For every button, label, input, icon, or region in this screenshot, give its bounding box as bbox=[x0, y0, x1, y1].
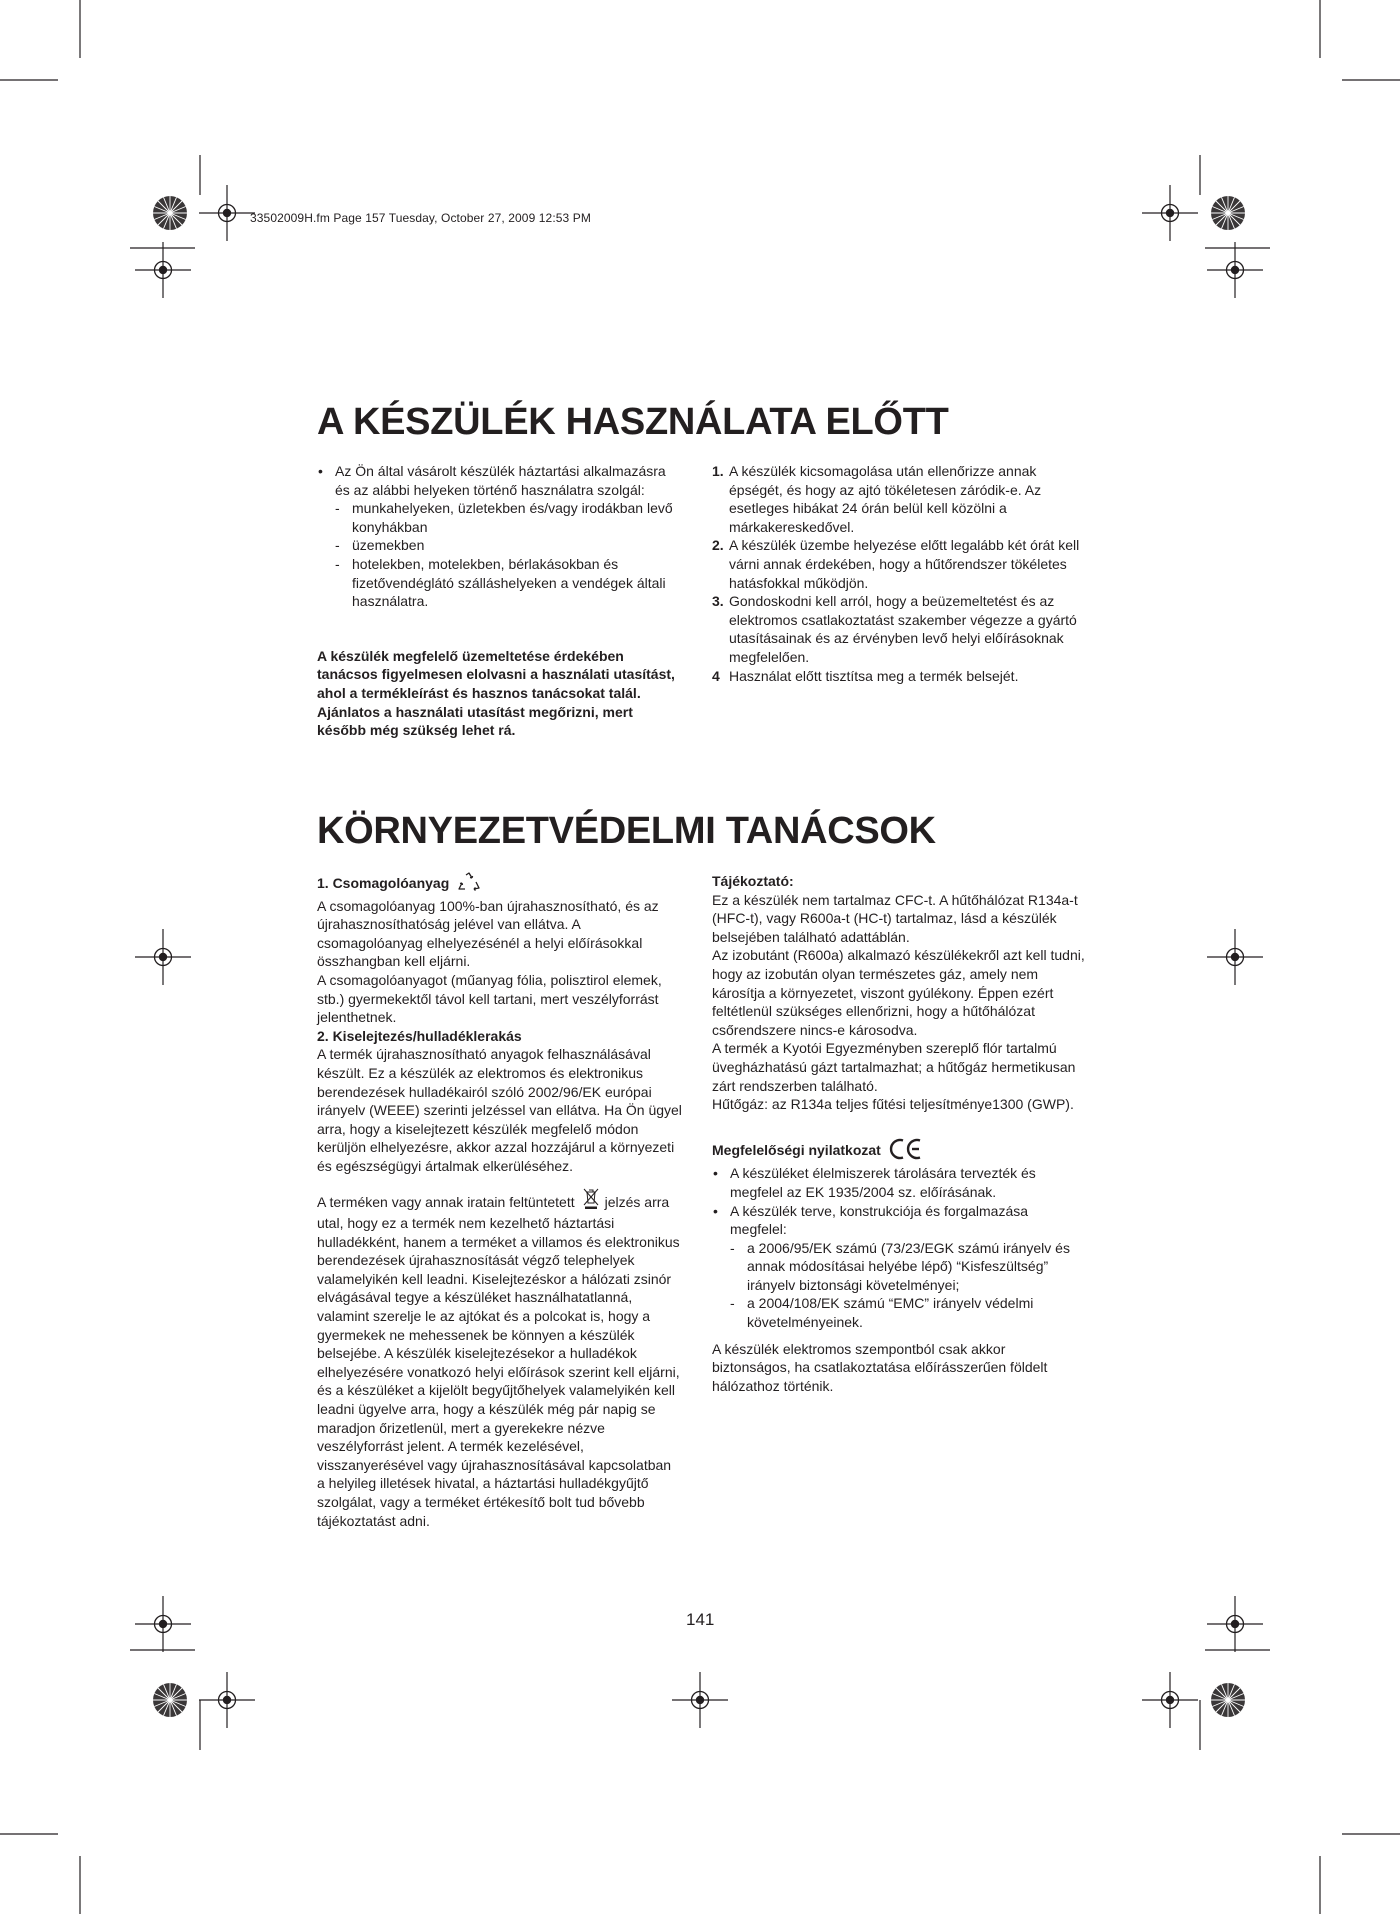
packaging-paragraph: A csomagolóanyagot (műanyag fólia, polisztirol elemek, stb.) gyermekektől távol kell tartani, mert veszélyforrást jelenthetnek. bbox=[317, 971, 662, 1026]
crossed-bin-icon bbox=[583, 1188, 599, 1215]
information-paragraph: A termék a Kyotói Egyezményben szereplő flór tartalmú üvegházhatású gázt tartalmazhat; a hűtőgáz hermetikusan zárt rendszerben található. bbox=[712, 1040, 1076, 1094]
use-place-item: - üzemekben bbox=[317, 536, 679, 555]
ce-mark-icon bbox=[889, 1138, 923, 1165]
section1-right-column bbox=[712, 462, 1084, 685]
section-title-before-use: A KÉSZÜLÉK HASZNÁLATA ELŐTT bbox=[317, 401, 949, 443]
page-number: 141 bbox=[686, 1610, 715, 1629]
use-place-item: - munkahelyeken, üzletekben és/vagy irodákban levő konyhákban bbox=[317, 499, 679, 536]
section-title-environment: KÖRNYEZETVÉDELMI TANÁCSOK bbox=[317, 810, 936, 852]
recycle-icon bbox=[457, 872, 481, 897]
keep-instructions-note: Ajánlatos a használati utasítást megőrizni, mert később még szükség lehet rá. bbox=[317, 703, 633, 739]
numbered-step: 2. A készülék üzembe helyezése előtt legalább két órát kell várni annak érdekében, hogy a hűtőrendszer tökéletes hatásfokkal működjön. bbox=[712, 537, 1080, 591]
file-header-line: 33502009H.fm Page 157 Tuesday, October 27, 2009 12:53 PM bbox=[250, 211, 591, 225]
information-paragraph: Ez a készülék nem tartalmaz CFC-t. A hűtőhálózat R134a-t (HFC-t), vagy R600a-t (HC-t) tartalmaz, lásd a készülék belsejében található adattáblán. bbox=[712, 891, 1078, 945]
grounding-paragraph: A készülék elektromos szempontból csak akkor biztonságos, ha csatlakoztatása előírásszerűen földelt hálózathoz történik. bbox=[712, 1340, 1048, 1394]
section2-left-column bbox=[317, 872, 682, 1530]
information-heading: Tájékoztató: bbox=[712, 873, 794, 889]
information-paragraph: Az izobutánt (R600a) alkalmazó készülékekről azt kell tudni, hogy az izobután olyan természetes gáz, amely nem károsítja a környezetet, viszont gyúlékony. Éppen ezért feltétlenül szükséges ellenőrizni, hogy a hűtőhálózat csőrendszere nincs-e károsodva. bbox=[712, 947, 1085, 1038]
disposal-heading: 2. Kiselejtezés/hulladéklerakás bbox=[317, 1027, 522, 1044]
weee-paragraph: A terméken vagy annak iratain feltüntetett jelzés arra utal, hogy ez a termék nem kezelhető háztartási hulladékként, hanem a terméket a villamos és elektronikus berendezések újrahasznosítását végző telephelyek valamelyikén kell leadni. Kiselejtezéskor a hálózati zsinór elvágásával tegye a készüléket használhatatlanná, valamint szerelje le az ajtókat és a polcokat is, hogy a gyermekek ne mehessenek be könnyen a készülék belsejébe. A készülék kiselejtezésekor a hulladékok elhelyezésére vonatkozó helyi előírások szerint kell eljárni, és a készüléket a kijelölt begyűjtőhelyek valamelyikén kell leadni ügyelve arra, hogy a készülék még pár napig se maradjon őrizetlenül, mert a gyerekekre nézve veszélyforrást jelent. A termék kezelésével, visszanyerésével vagy újrahasznosításával kapcsolatban a helyileg illetések hivatal, a háztartási hulladékgyűjtő szolgálat, vagy a terméket értékesítő bolt tud bővebb tájékoztatást adni. bbox=[317, 1188, 682, 1531]
read-instructions-note: A készülék megfelelő üzemeltetése érdekében tanácsos figyelmesen elolvasni a használati utasítást, ahol a termékleírást és hasznos tanácsokat talál. bbox=[317, 647, 675, 701]
numbered-step: 1. A készülék kicsomagolása után ellenőrizze annak épségét, és hogy az ajtó tökéletesen záródik-e. Az esetleges hibákat 24 órán belül kell közölni a márkakereskedővel. bbox=[712, 463, 1042, 535]
packaging-paragraph: A csomagolóanyag 100%-ban újrahasznosítható, és az újrahasznosíthatóság jelével van ellátva. A csomagolóanyag elhelyezésénél a helyi előírásokkal összhangban kell eljárni. bbox=[317, 897, 659, 970]
numbered-step: 3. Gondoskodni kell arról, hogy a beüzemeltetést és az elektromos csatlakoztatást szakember végezze a gyártó utasításainak és az érvényben levő helyi előírásoknak megfelelően. bbox=[712, 593, 1077, 665]
information-paragraph: Hűtőgáz: az R134a teljes fűtési teljesítménye1300 (GWP). bbox=[712, 1096, 1074, 1113]
packaging-heading: 1. Csomagolóanyag bbox=[317, 872, 682, 897]
directive-item: - a 2006/95/EK számú (73/23/EGK számú irányelv és annak módosításai helyébe lépő) “Kisfeszültség” irányelv biztonsági követelményei; bbox=[712, 1239, 1087, 1295]
section1-left-column bbox=[317, 462, 679, 740]
use-place-item: - hotelekben, motelekben, bérlakásokban és fizetővendéglátó szálláshelyeken a vendégek általi használatra. bbox=[317, 555, 679, 611]
conformity-bullet: • A készülék terve, konstrukciója és forgalmazása megfelel: bbox=[712, 1202, 1087, 1239]
section2-right-column bbox=[712, 872, 1087, 1395]
numbered-step: 4 Használat előtt tisztítsa meg a termék belsejét. bbox=[712, 667, 1019, 684]
directive-item: - a 2004/108/EK számú “EMC” irányelv védelmi követelményeinek. bbox=[712, 1294, 1087, 1331]
conformity-bullet: • A készüléket élelmiszerek tárolására tervezték és megfelel az EK 1935/2004 sz. előírásának. bbox=[712, 1164, 1087, 1201]
intended-use-bullet: • Az Ön által vásárolt készülék háztartási alkalmazásra és az alábbi helyeken történő használatra szolgál: bbox=[317, 462, 679, 499]
disposal-paragraph: A termék újrahasznosítható anyagok felhasználásával készült. Ez a készülék az elektromos és elektronikus berendezések hulladékairól szóló 2002/96/EK európai irányelv (WEEE) szerinti jelzéssel van ellátva. Ha Ön ügyel arra, hogy a kiselejtezett készülék megfelelő módon kerüljön elhelyezésre, akkor azzal hozzájárul a környezeti és egészségügyi ártalmak elkerüléséhez. bbox=[317, 1046, 682, 1174]
conformity-heading: Megfelelőségi nyilatkozat bbox=[712, 1138, 1087, 1165]
